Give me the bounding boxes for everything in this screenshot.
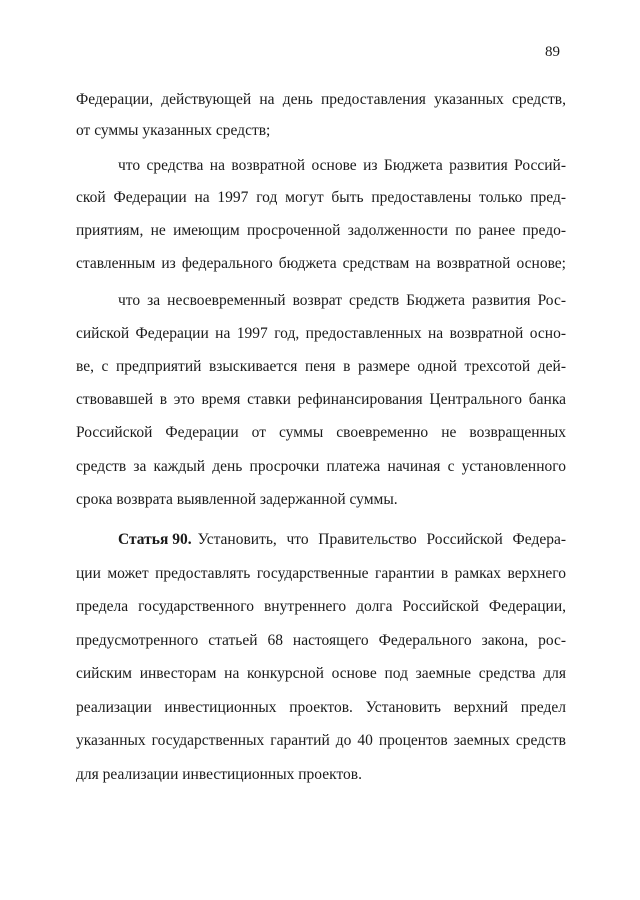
text-line: указанных государственных гарантий до 40 процентов заемных средств bbox=[76, 732, 566, 749]
text-line: приятиям, не имеющим просроченной задолженности по ранее предо- bbox=[76, 222, 566, 239]
text-line: предела государственного внутреннего долга Российской Федерации, bbox=[76, 598, 566, 615]
text-line: ции может предоставлять государственные гарантии в рамках верхнего bbox=[76, 565, 566, 582]
article-text: Установить, что Правительство Российской Федера- bbox=[197, 531, 566, 548]
text-line: от суммы указанных средств; bbox=[76, 122, 271, 139]
text-line: предусмотренного статьей 68 настоящего Федерального закона, рос- bbox=[76, 632, 566, 649]
text-line: реализации инвестиционных проектов. Установить верхний предел bbox=[76, 699, 566, 716]
text-line: средств за каждый день просрочки платежа начиная с установленного bbox=[76, 458, 566, 475]
article-heading: Статья 90. bbox=[118, 531, 192, 548]
text-line: для реализации инвестиционных проектов. bbox=[76, 766, 362, 783]
text-line: что за несвоевременный возврат средств Бюджета развития Рос- bbox=[118, 292, 566, 309]
text-line: ве, с предприятий взыскивается пеня в размере одной трехсотой дей- bbox=[76, 358, 566, 375]
text-line bbox=[118, 530, 566, 550]
text-line: ской Федерации на 1997 год могут быть предоставлены только пред- bbox=[76, 189, 566, 206]
text-line: ставленным из федерального бюджета средствам на возвратной основе; bbox=[76, 255, 566, 272]
page-number: 89 bbox=[545, 44, 560, 60]
text-line: сийским инвесторам на конкурсной основе под заемные средства для bbox=[76, 665, 566, 682]
text-line: срока возврата выявленной задержанной суммы. bbox=[76, 491, 398, 508]
text-line: что средства на возвратной основе из Бюджета развития Россий- bbox=[118, 157, 566, 174]
text-line: Российской Федерации от суммы своевременно не возвращенных bbox=[76, 424, 566, 441]
text-line: Федерации, действующей на день предоставления указанных средств, bbox=[76, 91, 566, 108]
text-line: сийской Федерации на 1997 год, предоставленных на возвратной осно- bbox=[76, 325, 566, 342]
text-line: ствовавшей в это время ставки рефинансирования Центрального банка bbox=[76, 391, 566, 408]
